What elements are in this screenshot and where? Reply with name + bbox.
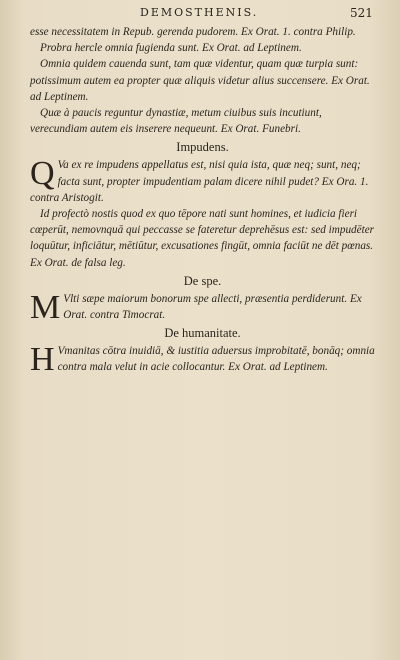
- drop-cap: H: [30, 341, 55, 379]
- text-block: [30, 24, 375, 379]
- paragraph: [30, 157, 375, 206]
- paragraph: [30, 341, 375, 379]
- running-title: DEMOSTHENIS.: [140, 6, 259, 19]
- paragraph: Omnia quidem cauenda sunt, tam quæ videntur, quam quæ turpia sunt: potissimum autem ea propter quæ aliquis videtur alius succensere. Ex Orat. ad Leptinem.: [30, 58, 370, 103]
- page-header: [0, 6, 400, 26]
- paragraph: esse necessitatem in Repub. gerenda pudorem. Ex Orat. 1. contra Philip.: [30, 26, 356, 38]
- section-heading-de-humanitate: De humanitate.: [164, 326, 241, 341]
- section-heading-de-spe: De spe.: [183, 273, 222, 288]
- section-heading-impudens: Impudens.: [176, 140, 229, 155]
- paragraph-text: Vmanitas cōtra inuidiā, & iustitia aduersus improbitatē, bonāq; omnia contra mala velut in acie collocantur. Ex Orat. ad Leptinem.: [57, 345, 375, 374]
- paragraph-text: Va ex re impudens appellatus est, nisi quia ista, quæ neq; sunt, neq; facta sunt, propter impudentiam palam dicere nihil pudet? Ex Ora. 1. contra Aristogit.: [30, 159, 369, 204]
- drop-cap: Q: [30, 155, 55, 193]
- page-number: 521: [350, 6, 373, 20]
- paragraph: Probra hercle omnia fugienda sunt. Ex Orat. ad Leptinem.: [40, 42, 302, 55]
- paragraph: Id profectò nostis quod ex quo tēpore nati sunt homines, et iudicia fieri cœperūt, nemovnquā qui peccasse se fateretur deprehēsus est: sed impudēter loquūtur, inficiātur, mētiūtur, excusationes fingūt, omnia faciūt ne dēt pœnas. Ex Orat. de falsa leg.: [30, 208, 375, 269]
- drop-cap: M: [30, 288, 61, 326]
- paragraph: Quæ à paucis reguntur dynastiæ, metum ciuibus suis incutiunt, verecundiam autem eis inserere nequeunt. Ex Orat. Funebri.: [30, 107, 322, 136]
- paragraph-text: Vlti sæpe maiorum bonorum spe allecti, præsentia perdiderunt. Ex Orat. contra Timocrat.: [63, 292, 362, 322]
- paragraph: [30, 288, 375, 326]
